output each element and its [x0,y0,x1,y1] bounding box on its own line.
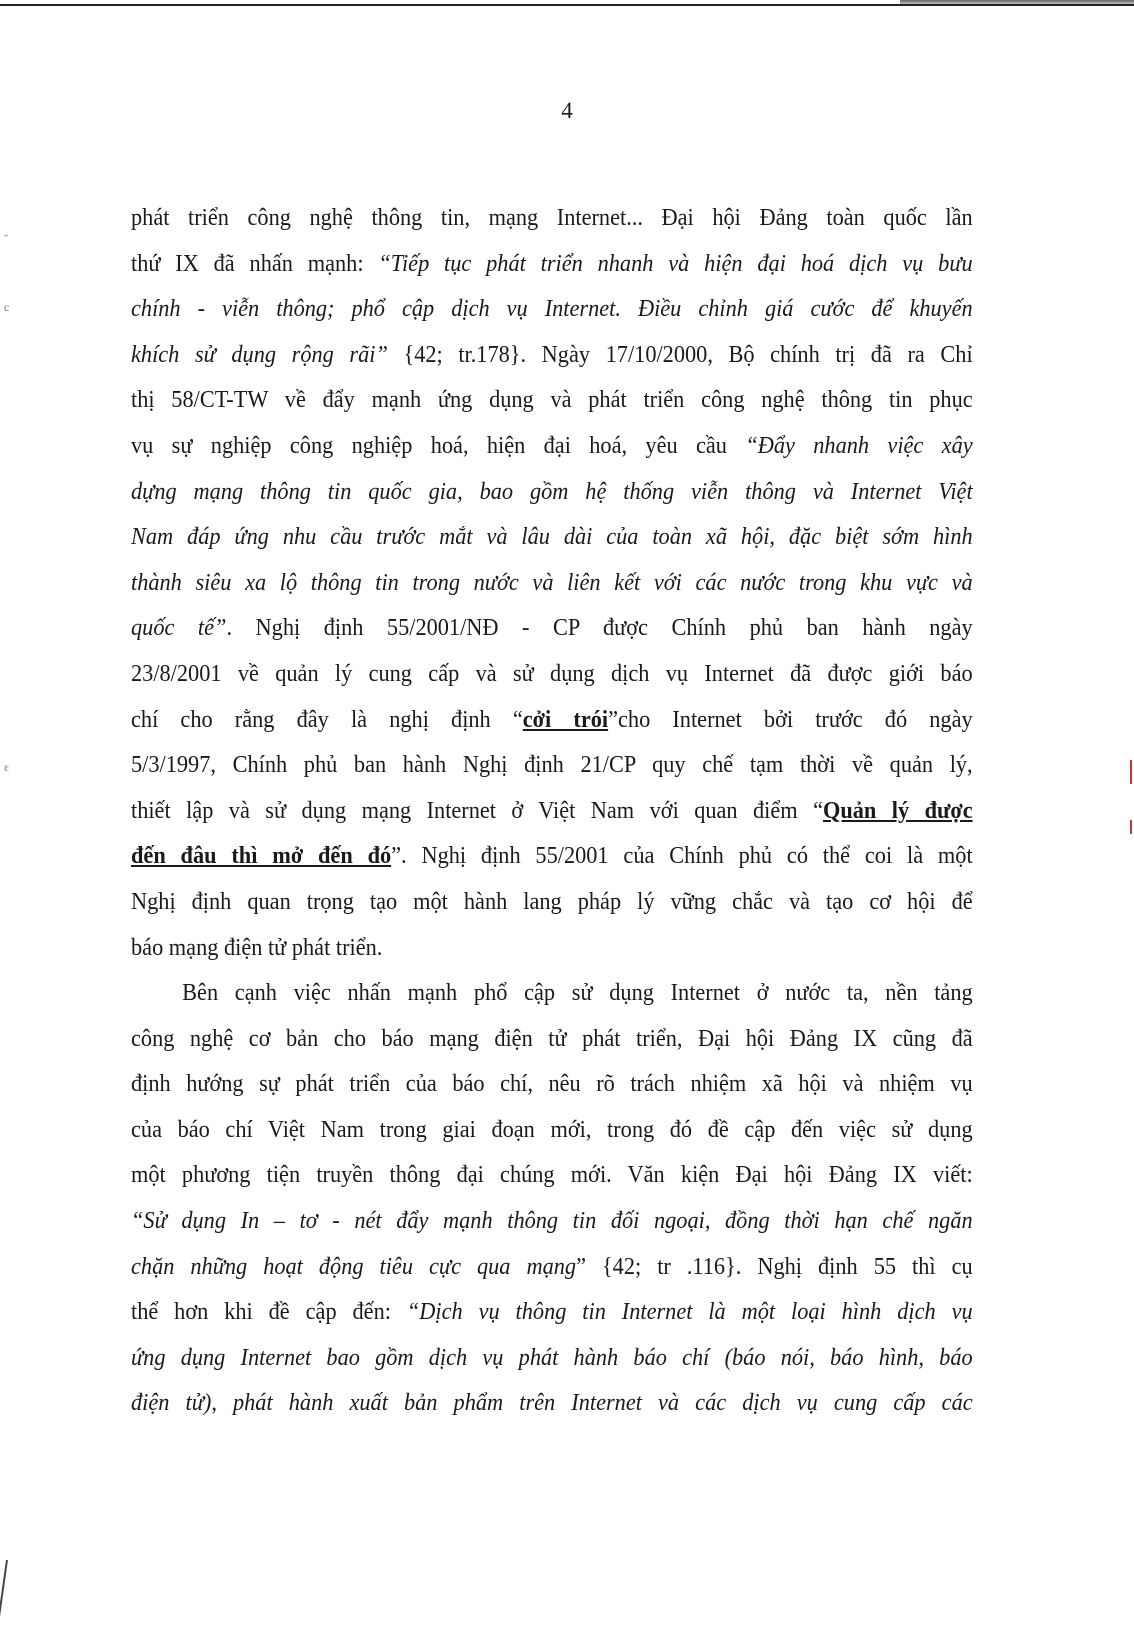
text-run: vụ sự nghiệp công nghiệp hoá, hiện đại hoá, yêu cầu [131,432,746,459]
text-line [131,1017,973,1063]
text-line [131,971,973,1017]
text-line [131,652,973,698]
text-run: chí cho rằng đây là nghị định “ [131,706,523,733]
text-run: báo mạng điện tử phát triển. [131,934,383,961]
text-line [131,196,973,242]
text-line [131,242,973,288]
italic-quote: “Tiếp tục phát triển nhanh và hiện đại hoá dịch vụ bưu [378,250,973,277]
text-run: Nghị định quan trọng tạo một hành lang pháp lý vững chắc và tạo cơ hội để [131,888,973,915]
text-run: của báo chí Việt Nam trong giai đoạn mới, trong đó đề cập đến việc sử dụng [131,1116,973,1143]
italic-quote: Nam đáp ứng nhu cầu trước mắt và lâu dài của toàn xã hội, đặc biệt sớm hình [131,524,973,551]
text-run: {42; tr.178}. Ngày 17/10/2000, Bộ chính trị đã ra Chỉ [387,341,973,368]
scan-speck: c [4,300,10,314]
italic-quote: chính - viễn thông; phổ cập dịch vụ Internet. Điều chỉnh giá cước để khuyến [131,296,973,323]
scan-top-border [0,4,1134,6]
text-line [131,424,973,470]
italic-quote: “Đẩy nhanh việc xây [745,432,973,459]
text-run: một phương tiện truyền thông đại chúng mới. Văn kiện Đại hội Đảng IX viết: [131,1162,973,1189]
text-run: . Nghị định 55/2001/NĐ - CP được Chính phủ ban hành ngày [226,615,973,642]
italic-quote: “Dịch vụ thông tin Internet là một loại hình dịch vụ [406,1299,973,1326]
bold-underlined-phrase: cởi trói [522,706,609,733]
text-line [131,287,973,333]
italic-quote: thành siêu xa lộ thông tin trong nước và liên kết với các nước trong khu vực và [131,569,973,596]
text-run: thứ IX đã nhấn mạnh: [131,250,379,277]
text-line [131,515,973,561]
text-line [131,1108,973,1154]
scan-speck: ε [4,760,10,774]
scan-left-edge [0,1560,8,1645]
scan-top-shadow [900,0,1134,4]
text-line [131,606,973,652]
text-line [131,1336,973,1382]
text-run: thể hơn khi đề cập đến: [131,1299,407,1326]
text-line [131,698,973,744]
text-line [131,561,973,607]
italic-quote: dựng mạng thông tin quốc gia, bao gồm hệ thống viễn thông và Internet Việt [131,478,973,505]
text-run: Bên cạnh việc nhấn mạnh phổ cập sử dụng Internet ở nước ta, nền tảng [182,980,973,1007]
scan-speck: ˇ [4,232,8,246]
text-run: công nghệ cơ bản cho báo mạng điện tử phát triển, Đại hội Đảng IX cũng đã [131,1025,973,1052]
text-line [131,926,973,972]
text-line [131,880,973,926]
scan-right-mark [1130,820,1132,834]
text-run: ” {42; tr .116}. Nghị định 55 thì cụ [576,1253,973,1280]
text-line [131,1381,973,1427]
text-run: định hướng sự phát triển của báo chí, nêu rõ trách nhiệm xã hội và nhiệm vụ [131,1071,973,1098]
page-number: 4 [561,98,573,123]
italic-quote: “Sử dụng In – tơ - nét đẩy mạnh thông tin đối ngoại, đồng thời hạn chế ngăn [131,1208,973,1235]
text-run: 23/8/2001 về quản lý cung cấp và sử dụng dịch vụ Internet đã được giới báo [131,660,973,687]
italic-quote: khích sử dụng rộng rãi” [131,341,388,368]
italic-quote: chặn những hoạt động tiêu cực qua mạng [131,1253,577,1280]
italic-quote: điện tử), phát hành xuất bản phẩm trên Internet và các dịch vụ cung cấp các [131,1390,973,1417]
text-run: 5/3/1997, Chính phủ ban hành Nghị định 21/CP quy chế tạm thời về quản lý, [131,752,973,779]
text-line [131,1290,973,1336]
text-line [131,333,973,379]
text-run: phát triển công nghệ thông tin, mạng Internet... Đại hội Đảng toàn quốc lần [131,205,973,231]
text-line [131,1245,973,1291]
italic-quote: ứng dụng Internet bao gồm dịch vụ phát hành báo chí (báo nói, báo hình, báo [131,1344,973,1371]
text-run: ”. Nghị định 55/2001 của Chính phủ có thể coi là một [391,843,973,870]
scan-right-mark [1130,760,1132,784]
text-line [131,789,973,835]
text-line [131,470,973,516]
text-line [131,1062,973,1108]
bold-underlined-phrase: đến đâu thì mở đến đó [131,843,392,870]
text-run: thị 58/CT-TW về đẩy mạnh ứng dụng và phát triển công nghệ thông tin phục [131,387,973,414]
text-line [131,1199,973,1245]
text-line [131,743,973,789]
text-line [131,834,973,880]
text-line [131,378,973,424]
bold-underlined-phrase: Quản lý được [822,797,973,824]
text-run: thiết lập và sử dụng mạng Internet ở Việt Nam với quan điểm “ [131,797,823,824]
text-run: ”cho Internet bởi trước đó ngày [608,706,973,733]
text-line [131,1153,973,1199]
italic-quote: quốc tế” [131,615,227,642]
document-body [131,196,973,1427]
